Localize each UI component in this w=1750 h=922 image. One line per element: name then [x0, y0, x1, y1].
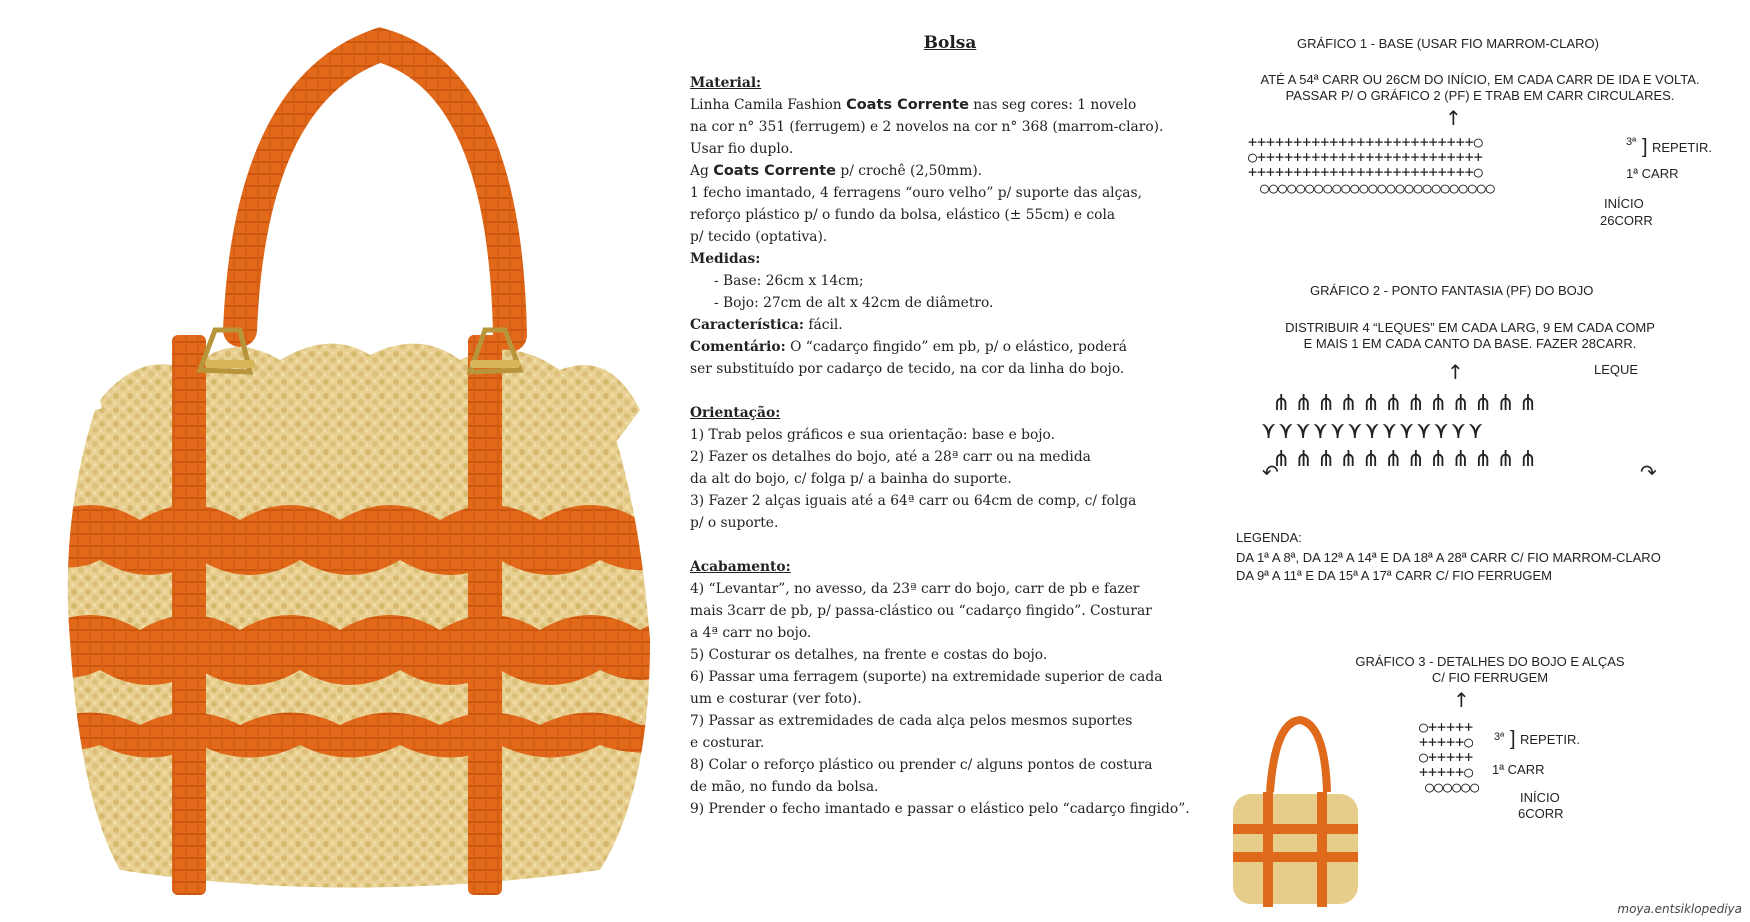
legenda-heading: LEGENDA:: [1236, 530, 1302, 545]
grafico2-note-1: DISTRIBUIR 4 “LEQUES” EM CADA LARG, 9 EM CADA COMP: [1285, 320, 1655, 335]
material-line-5: [690, 182, 1210, 204]
acabamento-list: [690, 578, 1210, 820]
leque-row-mid: ⋎⋎⋎⋎⋎⋎⋎⋎⋎⋎⋎⋎⋎: [1262, 419, 1487, 444]
grafico1-chain-row: ○○○○○○○○○○○○○○○○○○○○○○○○○○: [1260, 179, 1495, 197]
up-arrow-icon: ↑: [1445, 106, 1462, 130]
curved-arrow-left-icon: ↶: [1262, 460, 1279, 484]
medidas-heading: Medidas:: [690, 251, 761, 267]
material-line-4: [690, 160, 1210, 182]
acabamento-line-11: 9) Prender o fecho imantado e passar o elástico pelo “cadarço fingido”.: [690, 801, 1190, 817]
material-text: reforço plástico p/ o fundo da bolsa, elástico (± 55cm) e cola: [690, 207, 1116, 223]
material-text: nas seg cores: 1 novelo: [968, 97, 1137, 113]
material-line-2: [690, 116, 1210, 138]
grafico2-leque: LEQUE: [1594, 362, 1639, 377]
document-title: Bolsa: [923, 33, 977, 53]
orientacao-heading: Orientação:: [690, 405, 781, 421]
grafico3-stitch-row-1: ○+++++: [1419, 748, 1474, 766]
material-line-6: [690, 204, 1210, 226]
bag-thumbnail: [1225, 712, 1365, 912]
grafico1-corr: 26CORR: [1600, 213, 1653, 228]
caracteristica-line: [690, 314, 1210, 336]
comentario-line-2: ser substituído por cadarço de tecido, na cor da linha do bojo.: [690, 361, 1125, 377]
grafico1-note-1: ATÉ A 54ª CARR OU 26CM DO INÍCIO, EM CADA CARR DE IDA E VOLTA.: [1260, 72, 1700, 87]
grafico3-chain-row: ○○○○○○: [1425, 778, 1480, 796]
grafico1-note-2: PASSAR P/ O GRÁFICO 2 (PF) E TRAB EM CARR CIRCULARES.: [1285, 88, 1675, 103]
grafico1-stitch-row-1: +++++++++++++++++++++++++○: [1248, 163, 1483, 181]
grafico1-stitch-row-2: ○+++++++++++++++++++++++++: [1248, 148, 1483, 166]
up-arrow-icon-3: ↑: [1453, 688, 1470, 712]
grafico3-inicio: INÍCIO: [1520, 790, 1560, 805]
acabamento-line-10: de mão, no fundo da bolsa.: [690, 779, 879, 795]
material-line-7: [690, 226, 1210, 248]
material-line-1: [690, 94, 1210, 116]
grafico1-row3-label: 3ª: [1626, 136, 1637, 148]
curved-arrow-right-icon: ↷: [1640, 460, 1657, 484]
orientacao-line-3: da alt do bojo, c/ folga p/ a bainha do suporte.: [690, 471, 1012, 487]
medidas-base: - Base: 26cm x 14cm;: [714, 273, 864, 289]
grafico3-title-2: C/ FIO FERRUGEM: [1431, 670, 1549, 685]
grafico1-row1-label: 1ª CARR: [1626, 166, 1679, 181]
acabamento-line-2: mais 3carr de pb, p/ passa-clástico ou “cadarço fingido”. Costurar: [690, 603, 1152, 619]
acabamento-line-3: a 4ª carr no bojo.: [690, 625, 812, 641]
material-heading: Material:: [690, 75, 762, 91]
grafico2-title: GRÁFICO 2 - PONTO FANTASIA (PF) DO BOJO: [1310, 283, 1594, 298]
caracteristica-label: Característica:: [690, 317, 805, 333]
acabamento-line-8: e costurar.: [690, 735, 765, 751]
grafico1-repetir: REPETIR.: [1652, 140, 1712, 155]
comentario-text-1: O “cadarço fingido” em pb, p/ o elástico, poderá: [785, 339, 1128, 355]
acabamento-line-9: 8) Colar o reforço plástico ou prender c/ alguns pontos de costura: [690, 757, 1153, 773]
grafico3-row1-label: 1ª CARR: [1492, 762, 1545, 777]
leque-row-bottom: ⋔⋔⋔⋔⋔⋔⋔⋔⋔⋔⋔⋔: [1272, 447, 1542, 472]
orientacao-line-4: 3) Fazer 2 alças iguais até a 64ª carr ou 64cm de comp, c/ folga: [690, 493, 1137, 509]
material-text: Ag: [690, 163, 714, 179]
comentario-line: [690, 336, 1210, 358]
grafico1-inicio: INÍCIO: [1604, 196, 1644, 211]
material-text: p/ crochê (2,50mm).: [836, 163, 983, 179]
material-text: Usar fio duplo.: [690, 141, 794, 157]
comentario-label: Comentário:: [690, 339, 786, 355]
grafico1-title: GRÁFICO 1 - BASE (USAR FIO MARROM-CLARO): [1297, 36, 1599, 51]
orientacao-line-2: 2) Fazer os detalhes do bojo, até a 28ª carr ou na medida: [690, 449, 1091, 465]
brand-name: Coats Corrente: [713, 163, 837, 179]
material-list: [690, 94, 1210, 248]
bracket-icon: ]: [1642, 136, 1648, 158]
caracteristica-value: fácil.: [804, 317, 843, 333]
material-text: Linha Camila Fashion: [690, 97, 847, 113]
bracket-icon-2: ]: [1510, 728, 1516, 750]
acabamento-line-4: 5) Costurar os detalhes, na frente e costas do bojo.: [690, 647, 1048, 663]
material-text: na cor n° 351 (ferrugem) e 2 novelos na cor n° 368 (marrom-claro).: [690, 119, 1164, 135]
leque-row-top: ⋔⋔⋔⋔⋔⋔⋔⋔⋔⋔⋔⋔: [1272, 391, 1542, 416]
grafico3-stitch-row-3: ○+++++: [1419, 718, 1474, 736]
watermark: moya.entsiklopediya: [1617, 902, 1742, 916]
grafico1-stitch-row-3: +++++++++++++++++++++++++○: [1248, 133, 1483, 151]
acabamento-line-7: 7) Passar as extremidades de cada alça pelos mesmos suportes: [690, 713, 1133, 729]
grafico3-repetir: REPETIR.: [1520, 732, 1580, 747]
orientacao-line-5: p/ o suporte.: [690, 515, 779, 531]
legenda-line-2: DA 9ª A 11ª E DA 15ª A 17ª CARR C/ FIO FERRUGEM: [1236, 568, 1552, 583]
medidas-bojo: - Bojo: 27cm de alt x 42cm de diâmetro.: [714, 295, 994, 311]
bag-photo: [0, 0, 690, 922]
grafico3-stitch-row-2: +++++○: [1419, 733, 1474, 751]
acabamento-line-1: 4) “Levantar”, no avesso, da 23ª carr do bojo, carr de pb e fazer: [690, 581, 1140, 597]
orientacao-list: [690, 424, 1210, 534]
grafico3-stitch-row-0: +++++○: [1419, 763, 1474, 781]
grafico3-corr: 6CORR: [1518, 806, 1564, 821]
material-line-3: [690, 138, 1210, 160]
acabamento-heading: Acabamento:: [690, 559, 791, 575]
orientacao-line-1: 1) Trab pelos gráficos e sua orientação: base e bojo.: [690, 427, 1055, 443]
brand-name: Coats Corrente: [846, 97, 969, 113]
acabamento-line-6: um e costurar (ver foto).: [690, 691, 862, 707]
instructions-column: [690, 32, 1210, 820]
material-text: p/ tecido (optativa).: [690, 229, 828, 245]
legenda-line-1: DA 1ª A 8ª, DA 12ª A 14ª E DA 18ª A 28ª CARR C/ FIO MARROM-CLARO: [1236, 550, 1661, 565]
acabamento-line-5: 6) Passar uma ferragem (suporte) na extremidade superior de cada: [690, 669, 1163, 685]
grafico2-note-2: E MAIS 1 EM CADA CANTO DA BASE. FAZER 28CARR.: [1303, 336, 1637, 351]
material-text: 1 fecho imantado, 4 ferragens “ouro velho” p/ suporte das alças,: [690, 185, 1143, 201]
up-arrow-icon-2: ↑: [1447, 360, 1464, 384]
grafico3-row3-label: 3ª: [1494, 731, 1505, 743]
grafico3-title: GRÁFICO 3 - DETALHES DO BOJO E ALÇAS: [1355, 654, 1625, 669]
